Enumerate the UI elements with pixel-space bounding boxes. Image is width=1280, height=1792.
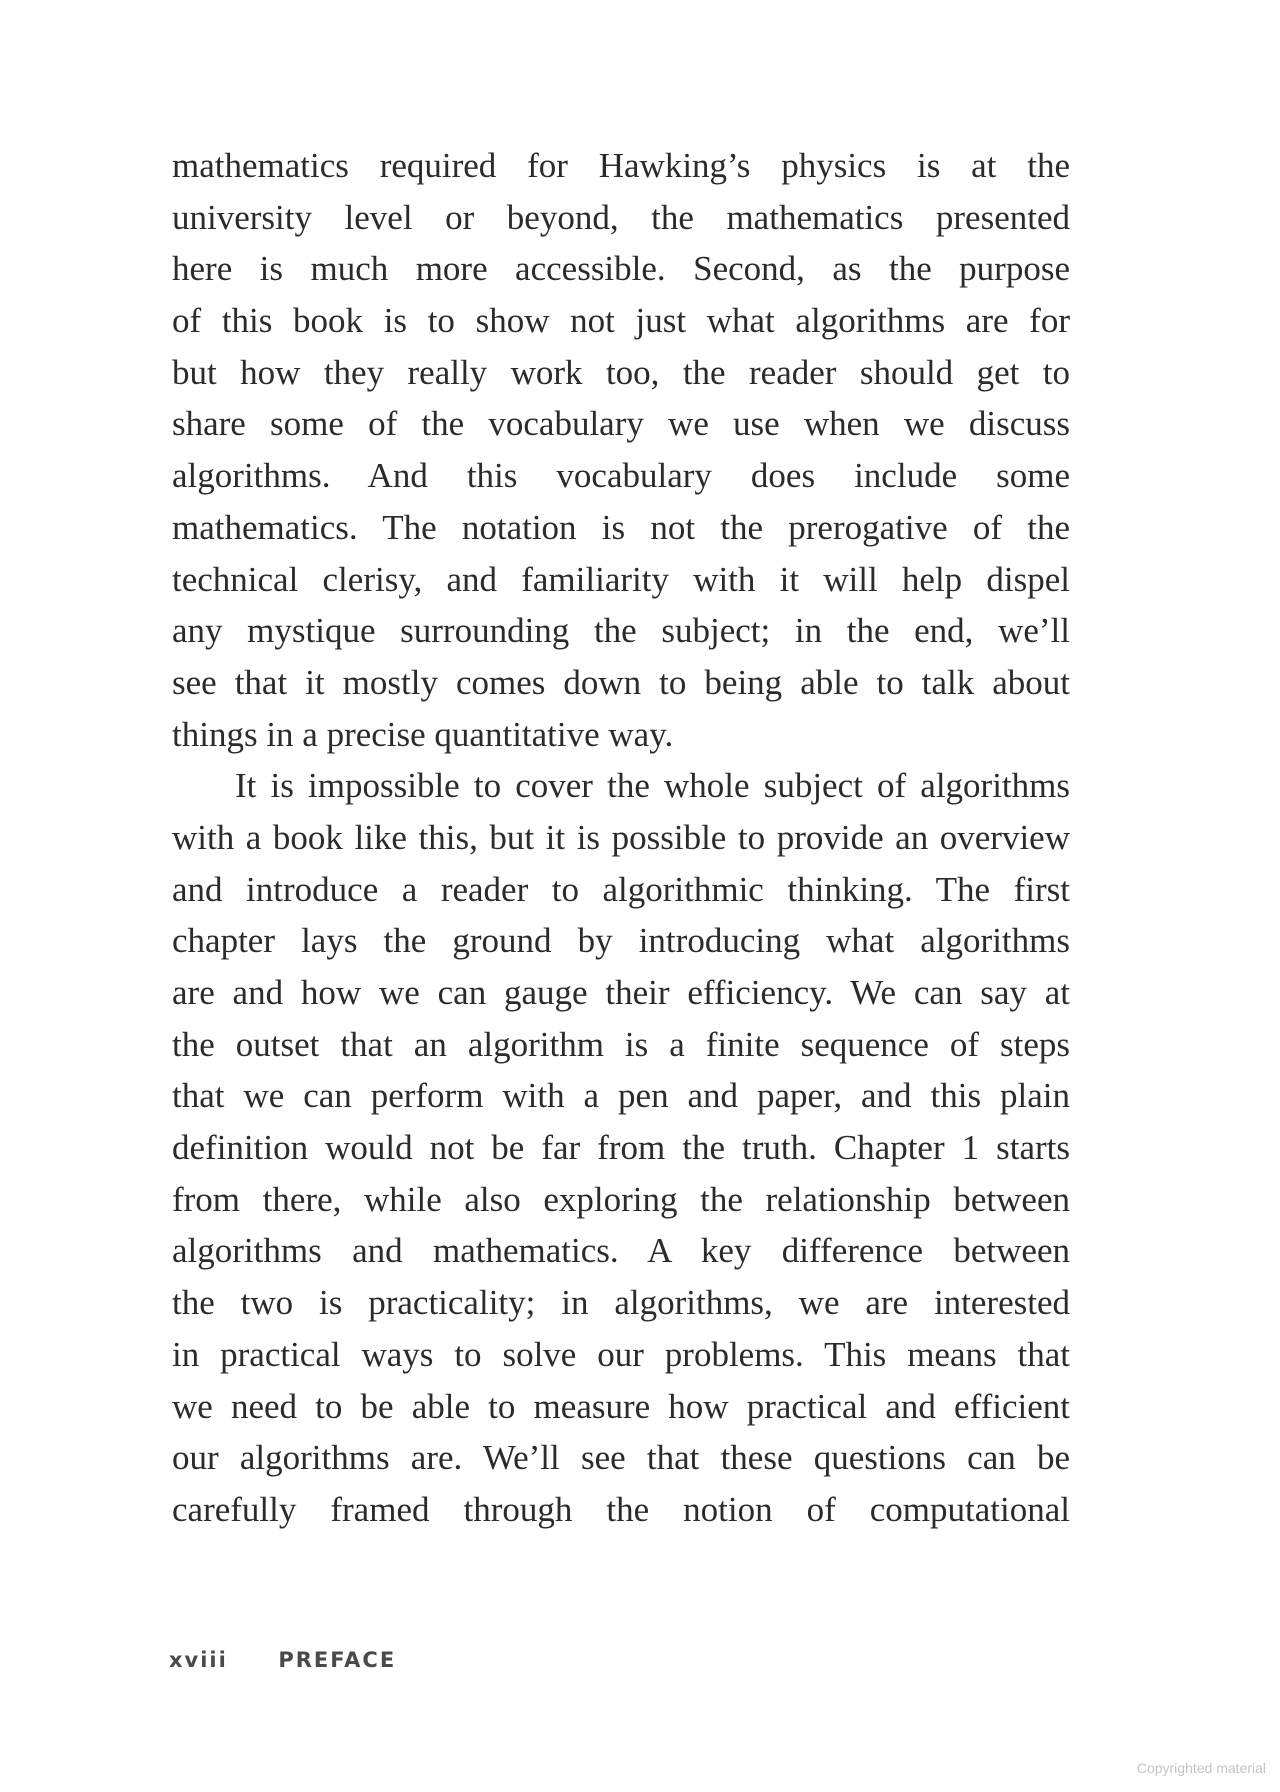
text-line: mathematics. The notation is not the prerogative of the <box>172 507 1070 547</box>
text-line: share some of the vocabulary we use when we discuss <box>172 404 1070 444</box>
text-line: of this book is to show not just what algorithms are for <box>172 301 1070 341</box>
text-line: but how they really work too, the reader should get to <box>172 352 1070 392</box>
text-line: from there, while also exploring the relationship between <box>172 1179 1070 1219</box>
text-line: chapter lays the ground by introducing what algorithms <box>172 921 1070 961</box>
text-line: university level or beyond, the mathematics presented <box>172 197 1070 237</box>
text-line: are and how we can gauge their efficiency. We can say at <box>172 973 1070 1012</box>
text-line: with a book like this, but it is possible to provide an overview <box>172 817 1070 857</box>
text-line: algorithms. And this vocabulary does include some <box>172 456 1070 496</box>
running-section-title: PREFACE <box>278 1648 397 1672</box>
text-line: mathematics required for Hawking’s physics is at the <box>172 146 1070 185</box>
text-line: technical clerisy, and familiarity with it will help dispel <box>172 559 1070 599</box>
body-text <box>172 140 1070 1536</box>
text-line: see that it mostly comes down to being able to talk about <box>172 662 1070 702</box>
text-line: and introduce a reader to algorithmic thinking. The first <box>172 869 1070 909</box>
text-line: in practical ways to solve our problems. This means that <box>172 1334 1070 1374</box>
text-line: It is impossible to cover the whole subject of algorithms <box>235 766 1070 806</box>
paragraph-2 <box>172 760 1070 1535</box>
text-line: here is much more accessible. Second, as the purpose <box>172 249 1070 289</box>
text-line: things in a precise quantitative way. <box>172 714 674 754</box>
text-line: algorithms and mathematics. A key difference between <box>172 1231 1070 1271</box>
text-line: we need to be able to measure how practical and efficient <box>172 1386 1070 1426</box>
text-line: definition would not be far from the truth. Chapter 1 starts <box>172 1128 1070 1168</box>
text-line: the outset that an algorithm is a finite sequence of steps <box>172 1024 1070 1064</box>
paragraph-1 <box>172 140 1070 760</box>
page-number: xviii <box>169 1648 228 1672</box>
text-line: our algorithms are. We’ll see that these questions can be <box>172 1438 1070 1478</box>
page-footer <box>169 1648 396 1672</box>
text-line: the two is practicality; in algorithms, we are interested <box>172 1283 1070 1323</box>
text-line: any mystique surrounding the subject; in the end, we’ll <box>172 611 1070 651</box>
text-line: carefully framed through the notion of computational <box>172 1489 1070 1529</box>
copyright-watermark: Copyrighted material <box>1136 1760 1266 1776</box>
text-line: that we can perform with a pen and paper, and this plain <box>172 1076 1070 1116</box>
